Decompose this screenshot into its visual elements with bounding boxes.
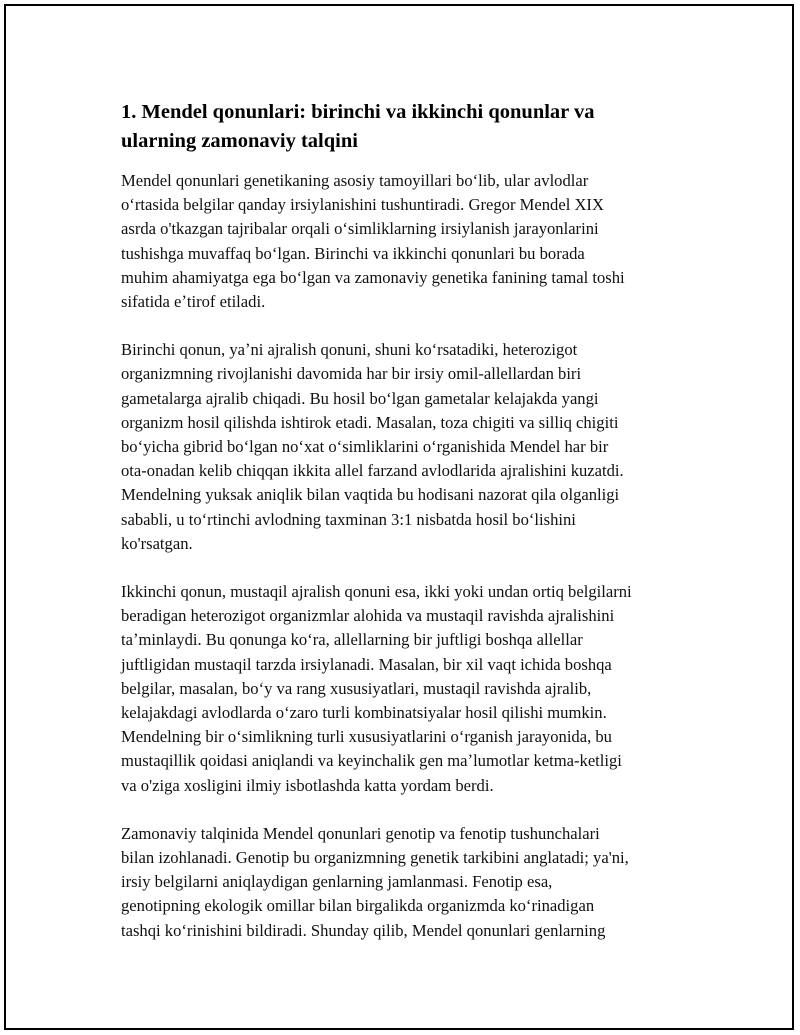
paragraph-line: mustaqillik qoidasi aniqlandi va keyinchalik gen maʼlumotlar ketma-ketligi	[121, 751, 622, 771]
paragraph-line: organizm hosil qilishda ishtirok etadi. Masalan, toza chigiti va silliq chigiti	[121, 412, 619, 432]
paragraph-line: tushishga muvaffaq boʻlgan. Birinchi va ikkinchi qonunlari bu borada	[121, 243, 585, 263]
paragraph-line: sababli, u toʻrtinchi avlodning taxminan 3:1 nisbatda hosil boʻlishini	[121, 509, 576, 529]
paragraph-line: belgilar, masalan, boʻy va rang xususiyatlari, mustaqil ravishda ajralib,	[121, 678, 592, 698]
paragraph-line: kelajakdagi avlodlarda oʻzaro turli kombinatsiyalar hosil qilishi mumkin.	[121, 703, 607, 723]
paragraph-line: Mendelning yuksak aniqlik bilan vaqtida bu hodisani nazorat qila olganligi	[121, 485, 620, 505]
paragraph-line: ota-onadan kelib chiqqan ikkita allel farzand avlodlarida ajralishini kuzatdi.	[121, 461, 624, 481]
heading-line: 1. Mendel qonunlari: birinchi va ikkinchi qonunlar va	[121, 101, 595, 123]
paragraph-line: taʼminlaydi. Bu qonunga koʻra, allellarning bir juftligi boshqa allellar	[121, 630, 583, 650]
paragraph-line: bilan izohlanadi. Genotip bu organizmning genetik tarkibini anglatadi; ya'ni,	[121, 848, 629, 868]
paragraph-line: gametalarga ajralib chiqadi. Bu hosil boʻlgan gametalar kelajakda yangi	[121, 388, 599, 408]
paragraph	[121, 822, 706, 943]
paragraph	[121, 580, 706, 798]
paragraph-line: va o'ziga xosligini ilmiy isbotlashda katta yordam berdi.	[121, 775, 494, 795]
paragraph-line: irsiy belgilarni aniqlaydigan genlarning jamlanmasi. Fenotip esa,	[121, 872, 553, 892]
paragraph-line: beradigan heterozigot organizmlar alohida va mustaqil ravishda ajralishini	[121, 606, 615, 626]
paragraph-line: juftligidan mustaqil tarzda irsiylanadi. Masalan, bir xil vaqt ichida boshqa	[121, 654, 612, 674]
paragraph-line: tashqi koʻrinishini bildiradi. Shunday qilib, Mendel qonunlari genlarning	[121, 920, 606, 940]
paragraph-line: organizmning rivojlanishi davomida har bir irsiy omil-allellardan biri	[121, 364, 582, 384]
paragraph-line: asrda o'tkazgan tajribalar orqali oʻsimliklarning irsiylanish jarayonlarini	[121, 219, 599, 239]
paragraph-line: Mendel qonunlari genetikaning asosiy tamoyillari boʻlib, ular avlodlar	[121, 171, 589, 190]
document-body	[121, 98, 706, 967]
paragraph-list	[121, 169, 706, 943]
paragraph-line: oʻrtasida belgilar qanday irsiylanishini tushuntiradi. Gregor Mendel XIX	[121, 195, 604, 215]
paragraph-line: Ikkinchi qonun, mustaqil ajralish qonuni esa, ikki yoki undan ortiq belgilarni	[121, 582, 632, 602]
paragraph-line: ko'rsatgan.	[121, 533, 193, 553]
paragraph	[121, 338, 706, 556]
paragraph-line: muhim ahamiyatga ega boʻlgan va zamonaviy genetika fanining tamal toshi	[121, 267, 625, 287]
paragraph-line: Birinchi qonun, yaʼni ajralish qonuni, shuni koʻrsatadiki, heterozigot	[121, 340, 578, 360]
paragraph-line: boʻyicha gibrid boʻlgan noʻxat oʻsimliklarini oʻrganishida Mendel har bir	[121, 437, 609, 457]
page-frame	[4, 4, 794, 1030]
paragraph	[121, 169, 706, 314]
paragraph-line: genotipning ekologik omillar bilan birgalikda organizmda koʻrinadigan	[121, 896, 595, 916]
document-heading	[121, 98, 706, 156]
paragraph-line: Zamonaviy talqinida Mendel qonunlari genotip va fenotip tushunchalari	[121, 823, 600, 843]
paragraph-line: sifatida eʼtirof etiladi.	[121, 292, 266, 312]
paragraph-line: Mendelning bir oʻsimlikning turli xususiyatlarini oʻrganish jarayonida, bu	[121, 727, 612, 747]
heading-line: ularning zamonaviy talqini	[121, 130, 358, 152]
